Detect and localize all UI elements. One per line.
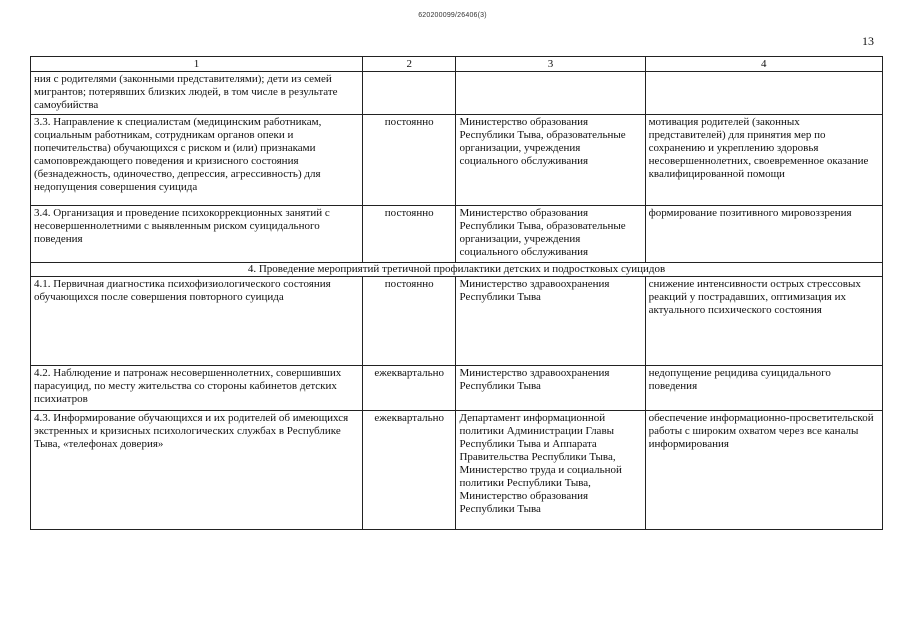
responsible-cell: Министерство здравоохранения Республики Тыва	[456, 366, 645, 411]
measure-cell: 4.2. Наблюдение и патронаж несовершеннолетних, совершивших парасуицид, по месту жительства со стороны кабинетов детских психиатров	[31, 366, 363, 411]
deadline-cell: постоянно	[362, 206, 456, 263]
deadline-cell: постоянно	[362, 115, 456, 206]
column-header: 2	[362, 57, 456, 72]
measure-cell: 4.1. Первичная диагностика психофизиологического состояния обучающихся после совершения повторного суицида	[31, 277, 363, 366]
result-cell: недопущение рецидива суицидального поведения	[645, 366, 882, 411]
measure-cell: 4.3. Информирование обучающихся и их родителей об имеющихся экстренных и кризисных психологических службах в Республике Тыва, «телефонах доверия»	[31, 411, 363, 530]
document-id: 620200099/26406(3)	[418, 12, 487, 19]
responsible-cell: Департамент информационной политики Администрации Главы Республики Тыва и Аппарата Правительства Республики Тыва, Министерство труда и социальной политики Республики Тыва, Министерство образования Республики Тыва	[456, 411, 645, 530]
section-heading-row	[31, 263, 883, 277]
measures-table	[30, 56, 883, 530]
measure-cell: ния с родителями (законными представителями); дети из семей мигрантов; потерявших близких людей, в том числе в результате самоубийства	[31, 72, 363, 115]
table-header-row	[31, 57, 883, 72]
page-number: 13	[862, 34, 874, 48]
deadline-cell: постоянно	[362, 277, 456, 366]
column-header: 4	[645, 57, 882, 72]
column-header: 1	[31, 57, 363, 72]
table-row	[31, 206, 883, 263]
measure-cell: 3.3. Направление к специалистам (медицинским работникам, социальным работникам, сотрудникам органов опеки и попечительства) обучающихся с риском и (или) признаками самоповреждающего поведения и кризисного состояния (безнадежность, одиночество, депрессия, агрессивность) для недопущения совершения суицида	[31, 115, 363, 206]
responsible-cell	[456, 72, 645, 115]
table-row	[31, 277, 883, 366]
result-cell: формирование позитивного мировоззрения	[645, 206, 882, 263]
measure-cell: 3.4. Организация и проведение психокоррекционных занятий с несовершеннолетними с выявленным риском суицидального поведения	[31, 206, 363, 263]
table-row	[31, 366, 883, 411]
result-cell: мотивация родителей (законных представителей) для принятия мер по сохранению и укреплению здоровья несовершеннолетних, своевременное оказание квалифицированной помощи	[645, 115, 882, 206]
table-row	[31, 72, 883, 115]
deadline-cell: ежеквартально	[362, 366, 456, 411]
deadline-cell: ежеквартально	[362, 411, 456, 530]
deadline-cell	[362, 72, 456, 115]
responsible-cell: Министерство образования Республики Тыва, образовательные организации, учреждения социального обслуживания	[456, 115, 645, 206]
table-row	[31, 411, 883, 530]
table-row	[31, 115, 883, 206]
result-cell: обеспечение информационно-просветительской работы с широким охватом через все каналы информирования	[645, 411, 882, 530]
responsible-cell: Министерство образования Республики Тыва, образовательные организации, учреждения социального обслуживания	[456, 206, 645, 263]
responsible-cell: Министерство здравоохранения Республики Тыва	[456, 277, 645, 366]
result-cell: снижение интенсивности острых стрессовых реакций у пострадавших, оптимизация их актуального психического состояния	[645, 277, 882, 366]
result-cell	[645, 72, 882, 115]
section-heading: 4. Проведение мероприятий третичной профилактики детских и подростковых суицидов	[31, 263, 883, 277]
column-header: 3	[456, 57, 645, 72]
